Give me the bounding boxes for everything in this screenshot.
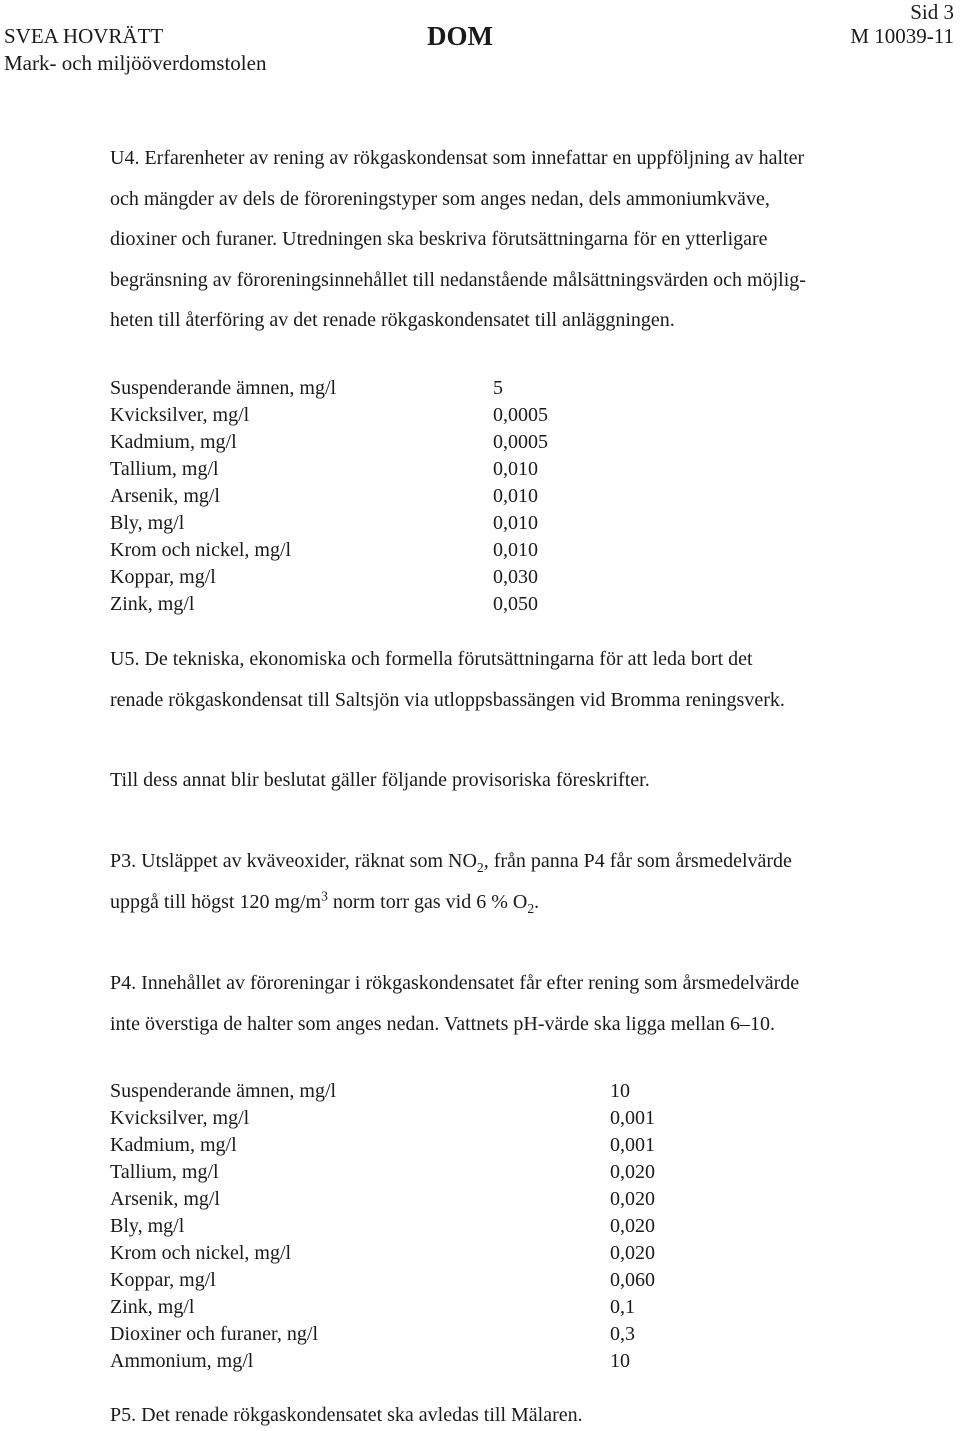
row-value: 0,0005 — [493, 404, 548, 426]
row-value: 0,0005 — [493, 431, 548, 453]
p4-line: inte överstiga de halter som anges nedan. Vattnets pH-värde ska ligga mellan 6–10. — [110, 1012, 775, 1035]
row-label: Kadmium, mg/l — [110, 431, 237, 453]
paragraph-p3 — [110, 841, 940, 922]
row-label: Arsenik, mg/l — [110, 485, 220, 507]
u4-line: och mängder av dels de föroreningstyper som anges nedan, dels ammoniumkväve, — [110, 187, 770, 210]
row-label: Krom och nickel, mg/l — [110, 539, 292, 561]
row-label: Dioxiner och furaner, ng/l — [110, 1323, 319, 1345]
paragraph-p5: P5. Det renade rökgaskondensatet ska avledas till Mälaren. — [110, 1404, 583, 1426]
row-label: Zink, mg/l — [110, 593, 195, 615]
row-value: 0,3 — [610, 1323, 635, 1345]
row-value: 0,020 — [610, 1188, 655, 1210]
row-label: Krom och nickel, mg/l — [110, 1242, 292, 1264]
u4-line: begränsning av föroreningsinnehållet till nedanstående målsättningsvärden och möjlig- — [110, 268, 806, 291]
row-value: 0,001 — [610, 1107, 655, 1129]
row-value: 0,030 — [493, 566, 538, 588]
u5-line: renade rökgaskondensat till Saltsjön via utloppsbassängen vid Bromma reningsverk. — [110, 688, 785, 711]
row-value: 0,010 — [493, 539, 538, 561]
document-type: DOM — [427, 21, 493, 51]
row-value: 0,060 — [610, 1269, 655, 1291]
court-name: SVEA HOVRÄTT — [4, 24, 164, 48]
row-label: Kvicksilver, mg/l — [110, 1107, 250, 1129]
u4-line: dioxiner och furaner. Utredningen ska beskriva förutsättningarna för en ytterligare — [110, 228, 768, 250]
row-value: 10 — [610, 1080, 630, 1102]
row-value: 0,1 — [610, 1296, 635, 1318]
row-value: 0,001 — [610, 1134, 655, 1156]
row-label: Arsenik, mg/l — [110, 1188, 220, 1210]
row-value: 0,020 — [610, 1242, 655, 1264]
row-value: 0,010 — [493, 485, 538, 507]
u4-line: U4. Erfarenheter av rening av rökgaskondensat som innefattar en uppföljning av halter — [110, 147, 805, 169]
department-name: Mark- och miljööverdomstolen — [4, 51, 267, 75]
row-label: Kvicksilver, mg/l — [110, 404, 250, 426]
row-value: 5 — [493, 377, 503, 399]
row-label: Tallium, mg/l — [110, 458, 219, 480]
row-label: Kadmium, mg/l — [110, 1134, 237, 1156]
row-value: 0,010 — [493, 458, 538, 480]
row-label: Bly, mg/l — [110, 1215, 185, 1237]
row-label: Koppar, mg/l — [110, 1269, 216, 1291]
interim-statement: Till dess annat blir beslutat gäller följande provisoriska föreskrifter. — [110, 769, 650, 791]
row-label: Tallium, mg/l — [110, 1161, 219, 1183]
row-label: Zink, mg/l — [110, 1296, 195, 1318]
p3-line-1: P3. Utsläppet av kväveoxider, räknat som $NO_2$, från panna P4 får som årsmedelvärde — [110, 850, 792, 875]
paragraph-u4 — [110, 138, 940, 341]
row-label: Koppar, mg/l — [110, 566, 216, 588]
row-value: 10 — [610, 1350, 630, 1372]
row-value: 0,010 — [493, 512, 538, 534]
row-label: Bly, mg/l — [110, 512, 185, 534]
paragraph-u5 — [110, 639, 940, 720]
u5-line: U5. De tekniska, ekonomiska och formella förutsättningarna för att leda bort det — [110, 648, 753, 670]
p4-line: P4. Innehållet av föroreningar i rökgaskondensatet får efter rening som årsmedelvärde — [110, 972, 800, 994]
row-label: Ammonium, mg/l — [110, 1350, 254, 1372]
row-label: Suspenderande ämnen, mg/l — [110, 1080, 337, 1102]
row-value: 0,050 — [493, 593, 538, 615]
row-label: Suspenderande ämnen, mg/l — [110, 377, 337, 399]
paragraph-p4 — [110, 963, 940, 1044]
case-number: M 10039-11 — [850, 24, 954, 48]
page-number: Sid 3 — [910, 0, 954, 24]
row-value: 0,020 — [610, 1215, 655, 1237]
p3-line-2: uppgå till högst 120 $mg/m^3$ norm torr gas vid 6 % $O_2$. — [110, 887, 540, 916]
u4-line: heten till återföring av det renade rökgaskondensatet till anläggningen. — [110, 309, 675, 331]
row-value: 0,020 — [610, 1161, 655, 1183]
